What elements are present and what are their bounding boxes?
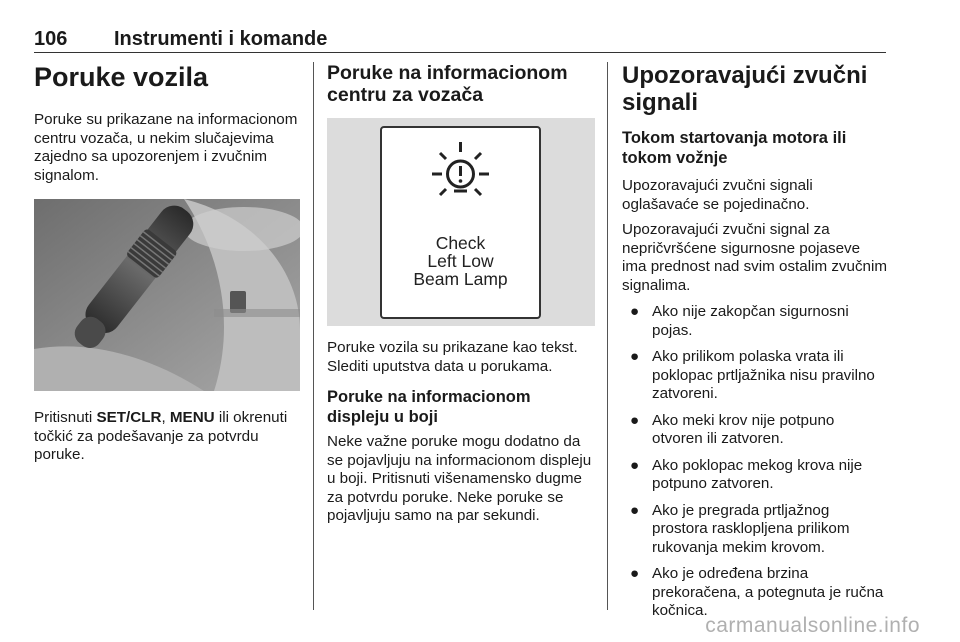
bullet-icon: ● — [630, 411, 640, 429]
bullet-icon: ● — [630, 303, 640, 320]
menu-label: MENU — [169, 409, 215, 426]
page-header — [34, 22, 886, 52]
set-clr-label: SET/CLR — [96, 409, 162, 426]
message-display — [380, 126, 541, 319]
subsection-title: Tokom startovanja motora ili tokom vožnje — [622, 129, 847, 167]
sign-line-3: Beam Lamp — [413, 269, 508, 289]
bullet-icon: ● — [630, 565, 640, 582]
bullet-icon: ● — [630, 348, 640, 365]
column-divider — [607, 62, 608, 610]
confirm-note: Pritisnuti SET/CLR, MENU ili okrenuti točkić za podešavanje za potvrdu poruke. — [34, 409, 288, 463]
list-item: ● Ako meki krov nije potpuno otvoren ili zatvoren. — [630, 411, 835, 447]
warning-list — [630, 303, 888, 621]
paragraph: Neke važne poruke mogu dodatno da se pojavljuju na informacionom displeju u boji. Pritisnuti višenamensko dugme za potvrdu poruke. Neke poruke se pojavljuju samo na par sekundi. — [327, 433, 592, 524]
message-display-figure — [327, 118, 595, 326]
column-1 — [34, 62, 300, 465]
list-item: ● Ako poklopac mekog krova nije potpuno zatvoren. — [630, 456, 863, 492]
paragraph: Poruke vozila su prikazane kao tekst. Slediti uputstva data u porukama. — [327, 339, 578, 375]
list-item: ● Ako prilikom polaska vrata ili poklopac prtljažnika nisu pravilno zatvoreni. — [630, 348, 875, 402]
section-title: Poruke na informacionom centru za vozača — [327, 62, 568, 106]
list-item: ● Ako nije zakopčan sigurnosni pojas. — [630, 303, 849, 339]
paragraph: Upozoravajući zvučni signal za nepričvršćene sigurnosne pojaseve ima prednost nad svim ostalim zvučnim signalima. — [622, 221, 888, 294]
page-number: 106 — [34, 28, 68, 50]
subsection-title: Poruke na informacionom displeju u boji — [327, 388, 531, 426]
bullet-icon: ● — [630, 456, 640, 474]
intro-paragraph: Poruke su prikazane na informacionom centru vozača, u nekim slučajevima zajedno sa upozorenjem i zvučnim signalom. — [34, 111, 298, 184]
section-title: Poruke vozila — [34, 62, 209, 92]
list-item: ● Ako je određena brzina prekoračena, a potegnuta je ručna kočnica. — [630, 565, 884, 619]
sign-line-2: Left Low — [427, 251, 494, 271]
watermark: carmanualsonline.info — [705, 614, 920, 637]
column-divider — [313, 62, 314, 610]
column-2 — [327, 62, 595, 526]
paragraph: Upozoravajući zvučni signali oglašavaće se pojedinačno. — [622, 177, 813, 213]
sign-line-1: Check — [435, 233, 486, 253]
turn-signal-stalk-illustration — [34, 199, 300, 391]
chapter-title: Instrumenti i komande — [114, 28, 328, 50]
section-title: Upozoravajući zvučni signali — [622, 62, 868, 116]
bullet-icon: ● — [630, 501, 640, 519]
stalk-photo — [34, 199, 300, 391]
list-item: ● Ako je pregrada prtljažnog prostora rasklopljena prilikom rukovanja mekim krovom. — [630, 501, 850, 556]
lamp-warning-icon — [382, 128, 539, 218]
column-3 — [622, 62, 888, 629]
header-rule — [34, 52, 886, 53]
